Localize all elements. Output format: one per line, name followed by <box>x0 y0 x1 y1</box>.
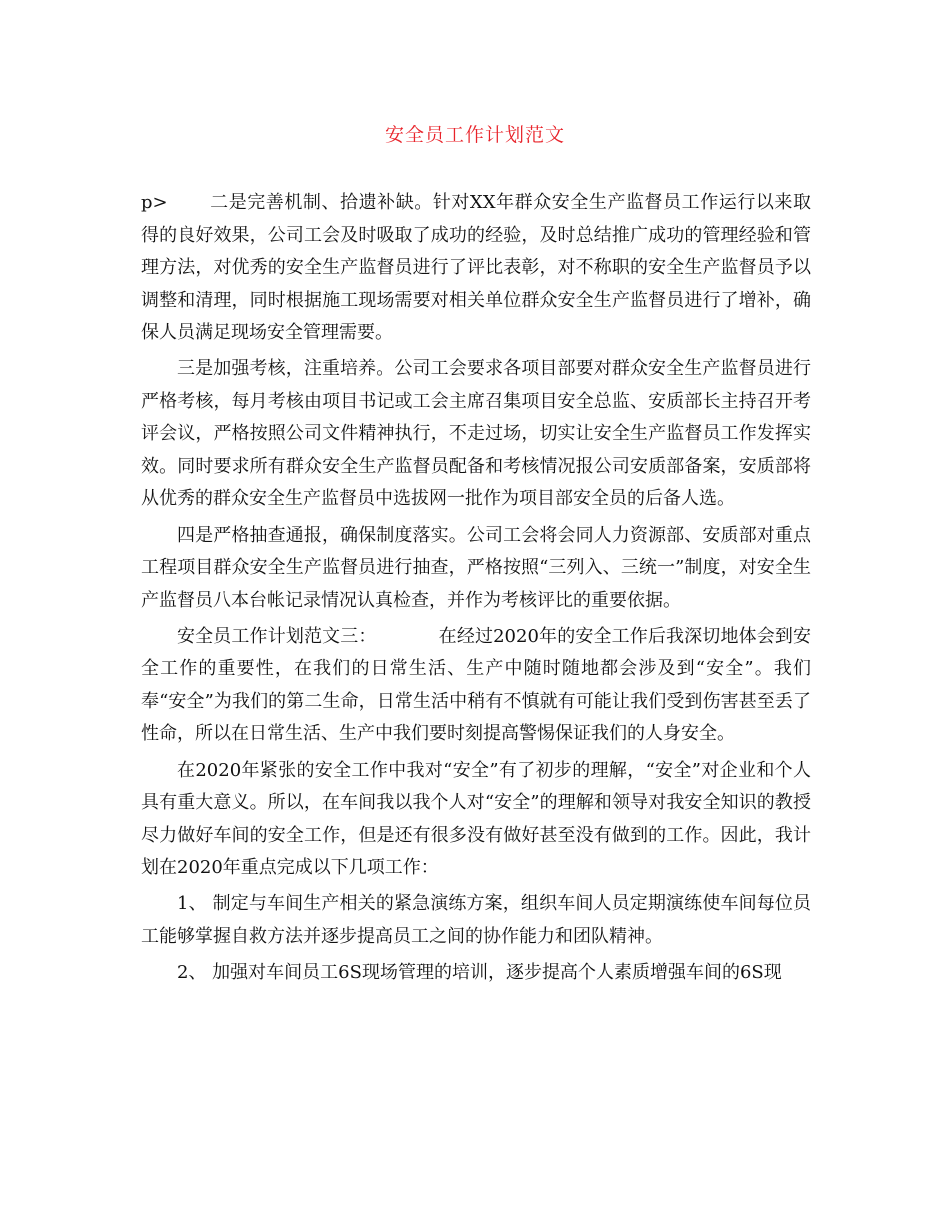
paragraph-4 <box>141 621 811 751</box>
document-title: 安全员工作计划范文 <box>384 124 565 146</box>
paragraph-4-lead: 安全员工作计划范文三： <box>177 625 377 647</box>
paragraph-3: 四是严格抽查通报，确保制度落实。公司工会将会同人力资源部、安质部对重点工程项目群众安全生产监督员进行抽查，严格按照“三列入、三统一”制度，对安全生产监督员八本台帐记录情况认真检查，并作为考核评比的重要依据。 <box>141 524 811 611</box>
paragraph-1-text: 二是完善机制、拾遗补缺。针对XX年群众安全生产监督员工作运行以来取得的良好效果，公司工会及时吸取了成功的经验，及时总结推广成功的管理经验和管理方法，对优秀的安全生产监督员进行了评比表彰，对不称职的安全生产监督员予以调整和清理，同时根据施工现场需要对相关单位群众安全生产监督员进行了增补，确保人员满足现场安全管理需要。 <box>141 192 811 343</box>
paragraph-5: 在2020年紧张的安全工作中我对“安全”有了初步的理解，“安全”对企业和个人具有重大意义。所以，在车间我以我个人对“安全”的理解和领导对我安全知识的教授尽力做好车间的安全工作，但是还有很多没有做好甚至没有做到的工作。因此，我计划在2020年重点完成以下几项工作： <box>141 759 811 879</box>
paragraph-1 <box>141 187 811 350</box>
paragraph-4-text: 在经过2020年的安全工作后我深切地体会到安全工作的重要性，在我们的日常生活、生产中随时随地都会涉及到“安全”。我们奉“安全”为我们的第二生命，日常生活中稍有不慎就有可能让我们受到伤害甚至丢了性命，所以在日常生活、生产中我们要时刻提高警惕保证我们的人身安全。 <box>141 625 812 745</box>
paragraph-2: 三是加强考核，注重培养。公司工会要求各项目部要对群众安全生产监督员进行严格考核，每月考核由项目书记或工会主席召集项目安全总监、安质部长主持召开考评会议，严格按照公司文件精神执行，不走过场，切实让安全生产监督员工作发挥实效。同时要求所有群众安全生产监督员配备和考核情况报公司安质部备案，安质部将从优秀的群众安全生产监督员中选拔网一批作为项目部安全员的后备人选。 <box>141 358 811 510</box>
paragraph-7: 2、 加强对车间员工6S现场管理的培训，逐步提高个人素质增强车间的6S现 <box>177 962 782 984</box>
paragraph-6: 1、 制定与车间生产相关的紧急演练方案，组织车间人员定期演练使车间每位员工能够掌握自救方法并逐步提高员工之间的协作能力和团队精神。 <box>141 893 811 947</box>
paragraph-1-lead: p> <box>141 192 168 213</box>
document-body <box>141 187 811 994</box>
